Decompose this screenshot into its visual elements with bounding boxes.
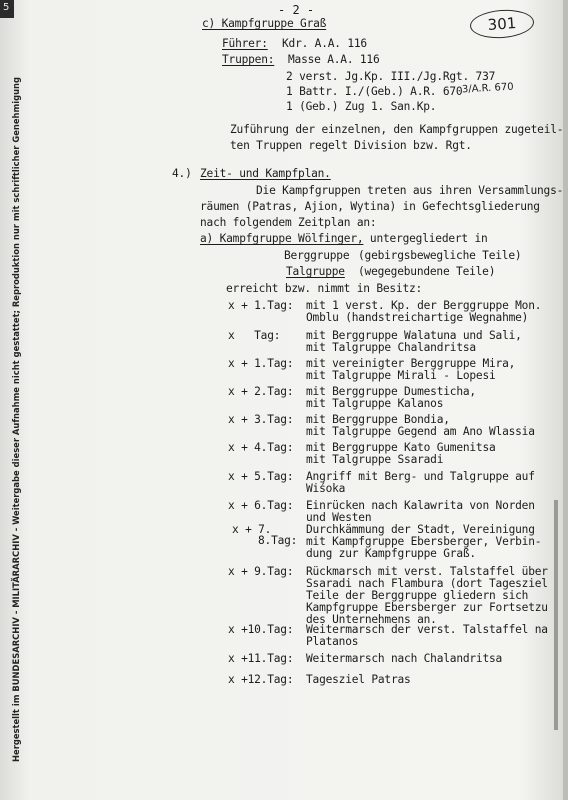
schedule-entry-line: des Unternehmens an. bbox=[306, 613, 437, 626]
unit-line: 1 (Geb.) Zug 1. San.Kp. bbox=[286, 100, 437, 113]
schedule-entry-line: mit Berggruppe Dumesticha, bbox=[306, 385, 476, 398]
reach-line: erreicht bzw. nimmt in Besitz: bbox=[226, 282, 423, 295]
schedule-entry-line: Durchkämmung der Stadt, Vereinigung bbox=[306, 523, 535, 536]
schedule-entry-line: Tagesziel Patras bbox=[306, 673, 411, 686]
schedule-day: x + 7. bbox=[232, 523, 272, 536]
schedule-entry-line: Ssaradi nach Flambura (dort Tagesziel bbox=[306, 577, 548, 590]
schedule-entry-line: mit Talgruppe Kalanos bbox=[306, 397, 444, 410]
schedule-entry-line: mit Berggruppe Bondia, bbox=[306, 413, 450, 426]
schedule-entry-line: mit Talgruppe Mirali - Lopesi bbox=[306, 369, 496, 382]
schedule-day: x +12.Tag: bbox=[228, 673, 294, 686]
schedule-day: x + 2.Tag: bbox=[228, 385, 294, 398]
schedule-entry-line: Platanos bbox=[306, 635, 359, 648]
schedule-entry-line: mit Kampfgruppe Ebersberger, Verbin- bbox=[306, 535, 542, 548]
sub-a-heading-line bbox=[200, 233, 488, 245]
schedule-day: x + 4.Tag: bbox=[228, 441, 294, 454]
schedule-entry-line: dung zur Kampfgruppe Graß. bbox=[306, 547, 476, 560]
paragraph-line: ten Truppen regelt Division bzw. Rgt. bbox=[230, 139, 472, 152]
schedule-entry-line: Teile der Berggruppe gliedern sich bbox=[306, 589, 529, 602]
unit-line: 1 Battr. I./(Geb.) A.R. 670 bbox=[286, 85, 463, 98]
intro-line: nach folgendem Zeitplan an: bbox=[200, 216, 377, 229]
schedule-entry-line: Angriff mit Berg- und Talgruppe auf bbox=[306, 470, 535, 483]
schedule-entry-line: Einrücken nach Kalawrita von Norden bbox=[306, 499, 535, 512]
schedule-day: x +11.Tag: bbox=[228, 652, 294, 665]
handwritten-note: 3/A.R. 670 bbox=[461, 81, 514, 96]
page-edge-shadow bbox=[563, 0, 568, 800]
folio-stamp: 301 bbox=[469, 8, 535, 40]
schedule-entry-line: Weitermarsch der verst. Talstaffel na bbox=[306, 623, 548, 636]
schedule-day: x + 5.Tag: bbox=[228, 470, 294, 483]
group-desc: (gebirgsbewegliche Teile) bbox=[358, 249, 522, 262]
schedule-entry-line: Weitermarsch nach Chalandritsa bbox=[306, 652, 503, 665]
binding-mark bbox=[554, 500, 558, 730]
schedule-entry-line: mit Berggruppe Walatuna und Sali, bbox=[306, 329, 522, 342]
group-desc: (wegegebundene Teile) bbox=[358, 265, 496, 278]
page-number: - 2 - bbox=[278, 3, 315, 17]
intro-line: räumen (Patras, Ajion, Wytina) in Gefechtsgliederung bbox=[200, 200, 540, 213]
group-name: Talgruppe bbox=[286, 265, 345, 278]
fuehrer-value: Kdr. A.A. 116 bbox=[282, 37, 367, 50]
group-name: Berggruppe bbox=[284, 249, 350, 262]
sub-a-heading-rest: untergegliedert in bbox=[363, 232, 488, 245]
schedule-day: x + 9.Tag: bbox=[228, 565, 294, 578]
truppen-label: Truppen: bbox=[222, 53, 275, 66]
schedule-day: x + 6.Tag: bbox=[228, 499, 294, 512]
unit-line: 2 verst. Jg.Kp. III./Jg.Rgt. 737 bbox=[286, 70, 496, 83]
section-4-number: 4.) bbox=[172, 167, 192, 180]
truppen-value: Masse A.A. 116 bbox=[288, 53, 380, 66]
schedule-day: x + 1.Tag: bbox=[228, 357, 294, 370]
sub-a-heading: a) Kampfgruppe Wölfinger, bbox=[200, 232, 364, 245]
schedule-entry-line: mit Talgruppe Gegend am Ano Wlassia bbox=[306, 425, 535, 438]
schedule-entry-line: Kampfgruppe Ebersberger zur Fortsetzu bbox=[306, 601, 548, 614]
schedule-entry-line: Rückmarsch mit verst. Talstaffel über bbox=[306, 565, 548, 578]
section-4-heading: Zeit- und Kampfplan. bbox=[200, 167, 331, 180]
archive-margin-stamp: Hergestellt im BUNDESARCHIV - MILITÄRARCHIV - Weitergabe dieser Aufnahme nicht gestattet; Reproduktion nur mit schriftlicher Genehmigung bbox=[11, 77, 21, 762]
kampfgruppe-grass-heading: c) Kampfgruppe Graß bbox=[202, 17, 327, 30]
schedule-entry-line: Omblu (handstreichartige Wegnahme) bbox=[306, 311, 529, 324]
schedule-day: x +10.Tag: bbox=[228, 623, 294, 636]
schedule-entry-line: Wiśoka bbox=[306, 482, 346, 495]
schedule-day: 8.Tag: bbox=[258, 534, 298, 547]
fuehrer-label: Führer: bbox=[222, 37, 268, 50]
paragraph-line: Zuführung der einzelnen, den Kampfgruppen zugeteil- bbox=[230, 123, 564, 136]
schedule-day: x + 1.Tag: bbox=[228, 299, 294, 312]
corner-mark: 5 bbox=[0, 0, 14, 18]
intro-line: Die Kampfgruppen treten aus ihren Versammlungs- bbox=[256, 184, 564, 197]
schedule-entry-line: mit Talgruppe Ssaradi bbox=[306, 453, 444, 466]
schedule-entry-line: mit Talgruppe Chalandritsa bbox=[306, 341, 476, 354]
schedule-entry-line: mit 1 verst. Kp. der Berggruppe Mon. bbox=[306, 299, 542, 312]
schedule-entry-line: mit Berggruppe Kato Gumenitsa bbox=[306, 441, 496, 454]
schedule-entry-line: und Westen bbox=[306, 511, 372, 524]
schedule-day: x Tag: bbox=[228, 329, 281, 342]
schedule-entry-line: mit vereinigter Berggruppe Mira, bbox=[306, 357, 516, 370]
schedule-day: x + 3.Tag: bbox=[228, 413, 294, 426]
